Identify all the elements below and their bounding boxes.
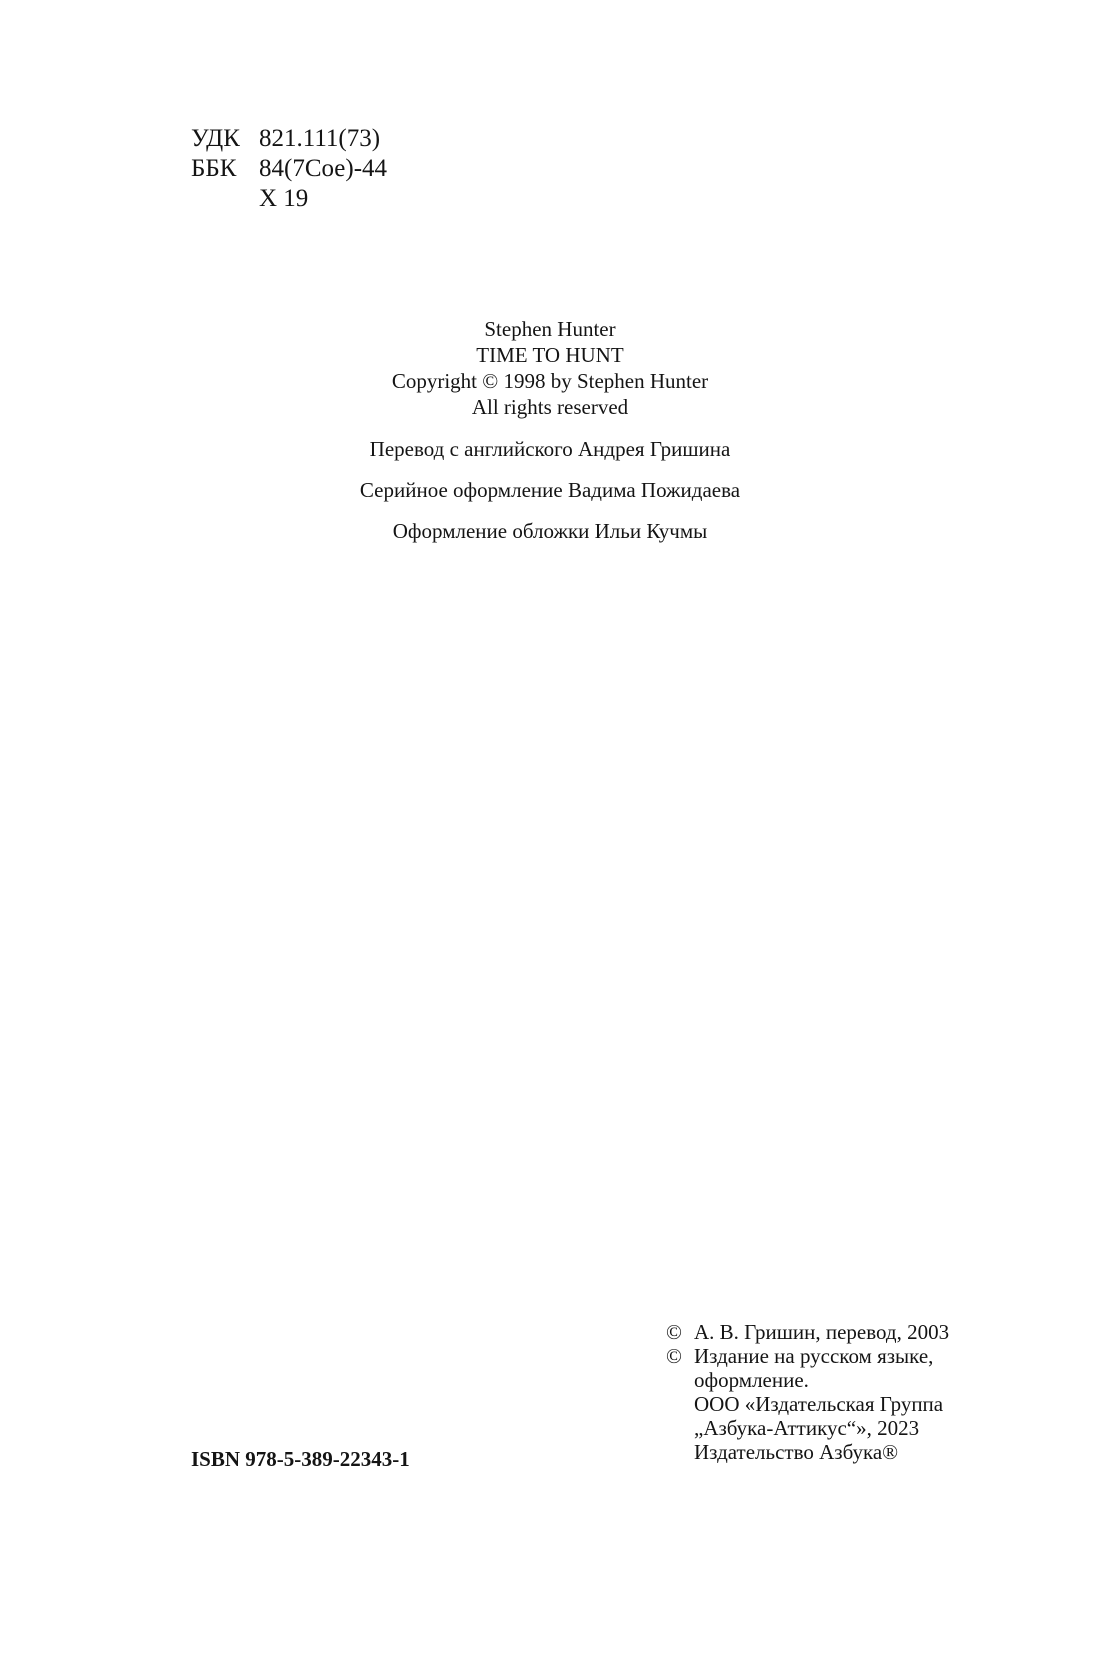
cover-design-credit: Оформление обложки Ильи Кучмы <box>392 519 708 543</box>
original-copyright: Copyright © 1998 by Stephen Hunter <box>391 369 709 393</box>
notice-line: ООО «Издательская Группа <box>694 1392 944 1416</box>
notice-line: Издательство Азбука® <box>694 1440 899 1464</box>
isbn: ISBN 978-5-389-22343-1 <box>191 1447 410 1471</box>
classification-block <box>191 124 387 214</box>
author-sign-value: Х 19 <box>259 185 309 212</box>
bbk-row <box>191 154 387 184</box>
author-sign-row <box>191 184 387 214</box>
bbk-value: 84(7Сое)-44 <box>259 155 388 182</box>
translation-copyright-notice <box>666 1320 949 1344</box>
credits-block <box>0 436 1100 559</box>
series-design-credit: Серийное оформление Вадима Пожидаева <box>359 478 741 502</box>
notice-line: А. В. Гришин, перевод, 2003 <box>694 1320 950 1344</box>
notice-line: оформление. <box>694 1368 809 1392</box>
udk-value: 821.111(73) <box>259 125 381 152</box>
edition-copyright-notice <box>666 1344 949 1464</box>
udk-label: УДК <box>191 125 240 152</box>
rights-reserved: All rights reserved <box>471 395 629 419</box>
notice-line: „Азбука-Аттикус“», 2023 <box>694 1416 920 1440</box>
copyright-notices <box>666 1320 949 1464</box>
notice-line: Издание на русском языке, <box>694 1344 934 1368</box>
author-sign-label <box>191 184 259 214</box>
original-title: TIME TO HUNT <box>476 343 624 367</box>
translation-credit: Перевод с английского Андрея Гришина <box>369 437 731 461</box>
original-author: Stephen Hunter <box>484 317 616 341</box>
udk-row <box>191 124 387 154</box>
copyright-symbol: © <box>666 1320 682 1344</box>
copyright-symbol: © <box>666 1344 682 1368</box>
bbk-label: ББК <box>191 155 237 182</box>
original-edition-block <box>0 316 1100 420</box>
